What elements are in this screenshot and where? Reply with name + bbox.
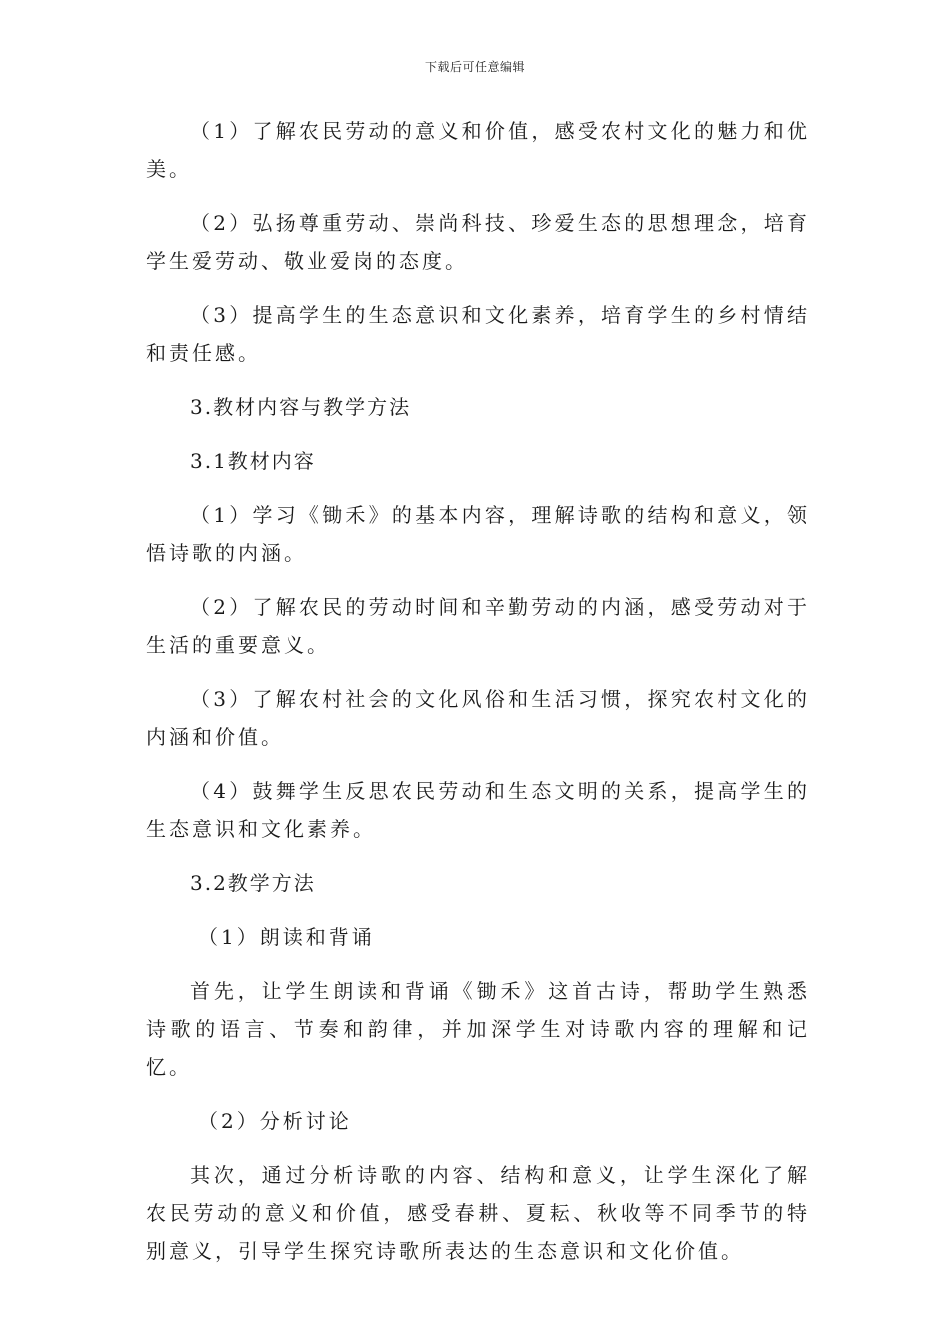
objective-paragraph-3: （3）提高学生的生态意识和文化素养，培育学生的乡村情结和责任感。 bbox=[146, 303, 810, 365]
subsection-heading-3-2: 3.2教学方法 bbox=[190, 871, 316, 895]
subsection-heading-3-1: 3.1教材内容 bbox=[190, 449, 316, 473]
method-item-1-body: 首先，让学生朗读和背诵《锄禾》这首古诗，帮助学生熟悉诗歌的语言、节奏和韵律，并加深学生对诗歌内容的理解和记忆。 bbox=[146, 979, 810, 1079]
objective-paragraph-1: （1）了解农民劳动的意义和价值，感受农村文化的魅力和优美。 bbox=[146, 119, 810, 181]
document-body bbox=[146, 112, 810, 1286]
method-item-2-title: （2）分析讨论 bbox=[198, 1109, 352, 1133]
objective-paragraph-2: （2）弘扬尊重劳动、崇尚科技、珍爱生态的思想理念，培育学生爱劳动、敬业爱岗的态度。 bbox=[146, 211, 810, 273]
section-heading-3: 3.教材内容与教学方法 bbox=[190, 395, 412, 419]
content-paragraph-1: （1）学习《锄禾》的基本内容，理解诗歌的结构和意义，领悟诗歌的内涵。 bbox=[146, 503, 810, 565]
content-paragraph-3: （3）了解农村社会的文化风俗和生活习惯，探究农村文化的内涵和价值。 bbox=[146, 687, 810, 749]
page-header-note: 下载后可任意编辑 bbox=[424, 60, 525, 74]
content-paragraph-4: （4）鼓舞学生反思农民劳动和生态文明的关系，提高学生的生态意识和文化素养。 bbox=[146, 779, 810, 841]
content-paragraph-2: （2）了解农民的劳动时间和辛勤劳动的内涵，感受劳动对于生活的重要意义。 bbox=[146, 595, 810, 657]
method-item-1-title: （1）朗读和背诵 bbox=[198, 925, 375, 949]
method-item-2-body: 其次，通过分析诗歌的内容、结构和意义，让学生深化了解农民劳动的意义和价值，感受春耕、夏耘、秋收等不同季节的特别意义，引导学生探究诗歌所表达的生态意识和文化价值。 bbox=[146, 1163, 810, 1263]
